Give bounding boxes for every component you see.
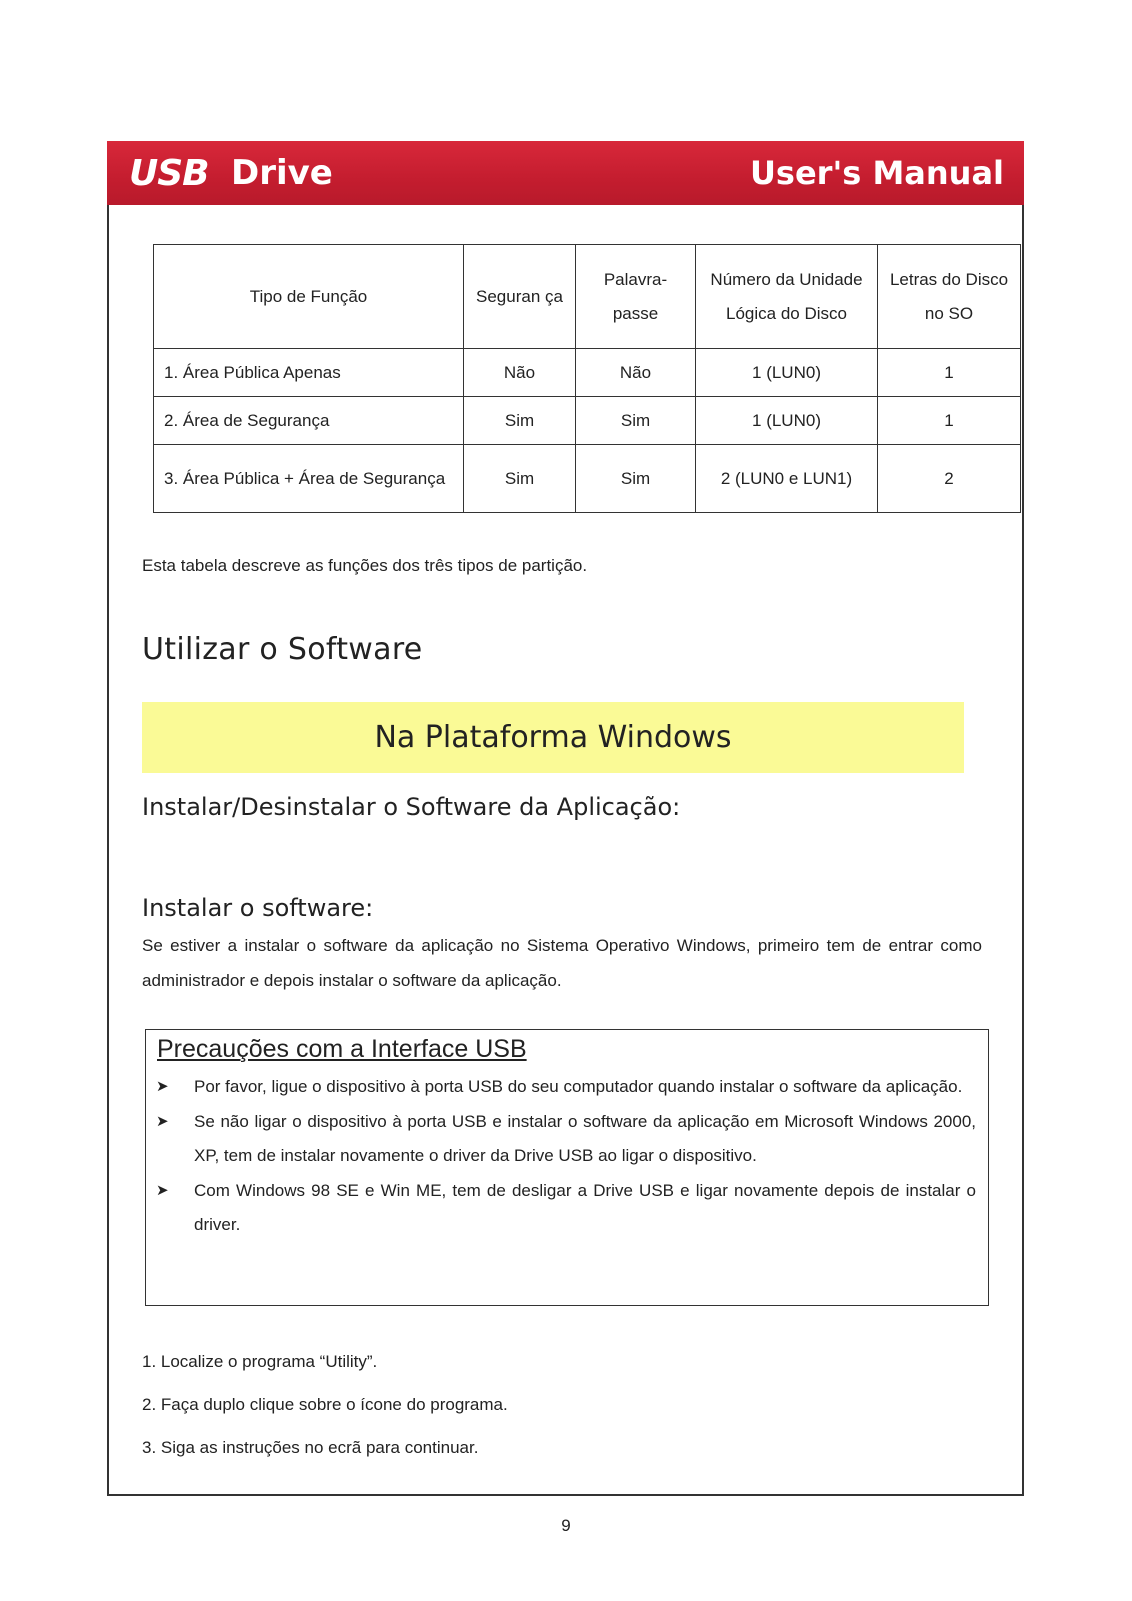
table-cell: Sim: [464, 445, 576, 513]
users-manual-title: User's Manual: [749, 154, 1004, 192]
table-caption: Esta tabela descreve as funções dos três tipos de partição.: [142, 556, 588, 575]
arrow-bullet-icon: ➤: [156, 1181, 169, 1199]
table-cell: 2: [878, 445, 1021, 513]
precautions-title: Precauções com a Interface USB: [157, 1035, 527, 1063]
table-cell: 1. Área Pública Apenas: [154, 349, 464, 397]
usb-logo: USB: [129, 153, 209, 194]
table-header-cell: Palavra- passe: [576, 245, 696, 349]
table-header-cell: Letras do Disco no SO: [878, 245, 1021, 349]
table-header-row: [154, 245, 1021, 349]
subsection-heading: Instalar/Desinstalar o Software da Aplicação:: [142, 793, 681, 821]
list-item: [156, 1174, 976, 1243]
platform-title: Na Plataforma Windows: [374, 720, 732, 755]
table-cell: 1 (LUN0): [696, 349, 878, 397]
table-cell: Sim: [464, 397, 576, 445]
table-header-cell: Tipo de Função: [154, 245, 464, 349]
header-banner: [107, 141, 1024, 205]
table-row: [154, 349, 1021, 397]
step-item: 3. Siga as instruções no ecrã para continuar.: [142, 1438, 479, 1457]
table-row: [154, 397, 1021, 445]
table-cell: Não: [576, 349, 696, 397]
table-cell: 2. Área de Segurança: [154, 397, 464, 445]
table-header-cell: Número da Unidade Lógica do Disco: [696, 245, 878, 349]
list-item-text: Por favor, ligue o dispositivo à porta USB do seu computador quando instalar o software da aplicação.: [194, 1077, 963, 1096]
table-header-cell: Seguran ça: [464, 245, 576, 349]
table-cell: 1 (LUN0): [696, 397, 878, 445]
table-cell: Sim: [576, 445, 696, 513]
table-cell: Sim: [576, 397, 696, 445]
precautions-list: [156, 1070, 976, 1243]
list-item: [156, 1105, 976, 1174]
step-item: 2. Faça duplo clique sobre o ícone do programa.: [142, 1395, 508, 1414]
table-cell: Não: [464, 349, 576, 397]
section-heading: Utilizar o Software: [142, 632, 423, 667]
arrow-bullet-icon: ➤: [156, 1078, 169, 1095]
install-heading: Instalar o software:: [142, 894, 374, 922]
arrow-bullet-icon: ➤: [156, 1112, 169, 1130]
table-cell: 2 (LUN0 e LUN1): [696, 445, 878, 513]
table-row: [154, 445, 1021, 513]
table-cell: 1: [878, 349, 1021, 397]
platform-banner: [142, 702, 964, 773]
list-item-text: Com Windows 98 SE e Win ME, tem de desligar a Drive USB e ligar novamente depois de instalar o driver.: [194, 1180, 976, 1234]
table-cell: 1: [878, 397, 1021, 445]
precautions-box: [145, 1029, 989, 1306]
drive-logo-text: Drive: [231, 153, 333, 193]
list-item-text: Se não ligar o dispositivo à porta USB e instalar o software da aplicação em Microsoft Windows 2000, XP, tem de instalar novamente o driver da Drive USB ao ligar o dispositivo.: [194, 1111, 976, 1165]
list-item: [156, 1070, 976, 1105]
steps-list: [142, 1350, 508, 1479]
partition-function-table: [153, 244, 1021, 513]
install-paragraph: Se estiver a instalar o software da aplicação no Sistema Operativo Windows, primeiro tem de entrar como administrador e depois instalar o software da aplicação.: [142, 936, 982, 990]
step-item: 1. Localize o programa “Utility”.: [142, 1352, 378, 1371]
table-cell: 3. Área Pública + Área de Segurança: [154, 445, 464, 513]
page-number: 9: [561, 1516, 571, 1535]
